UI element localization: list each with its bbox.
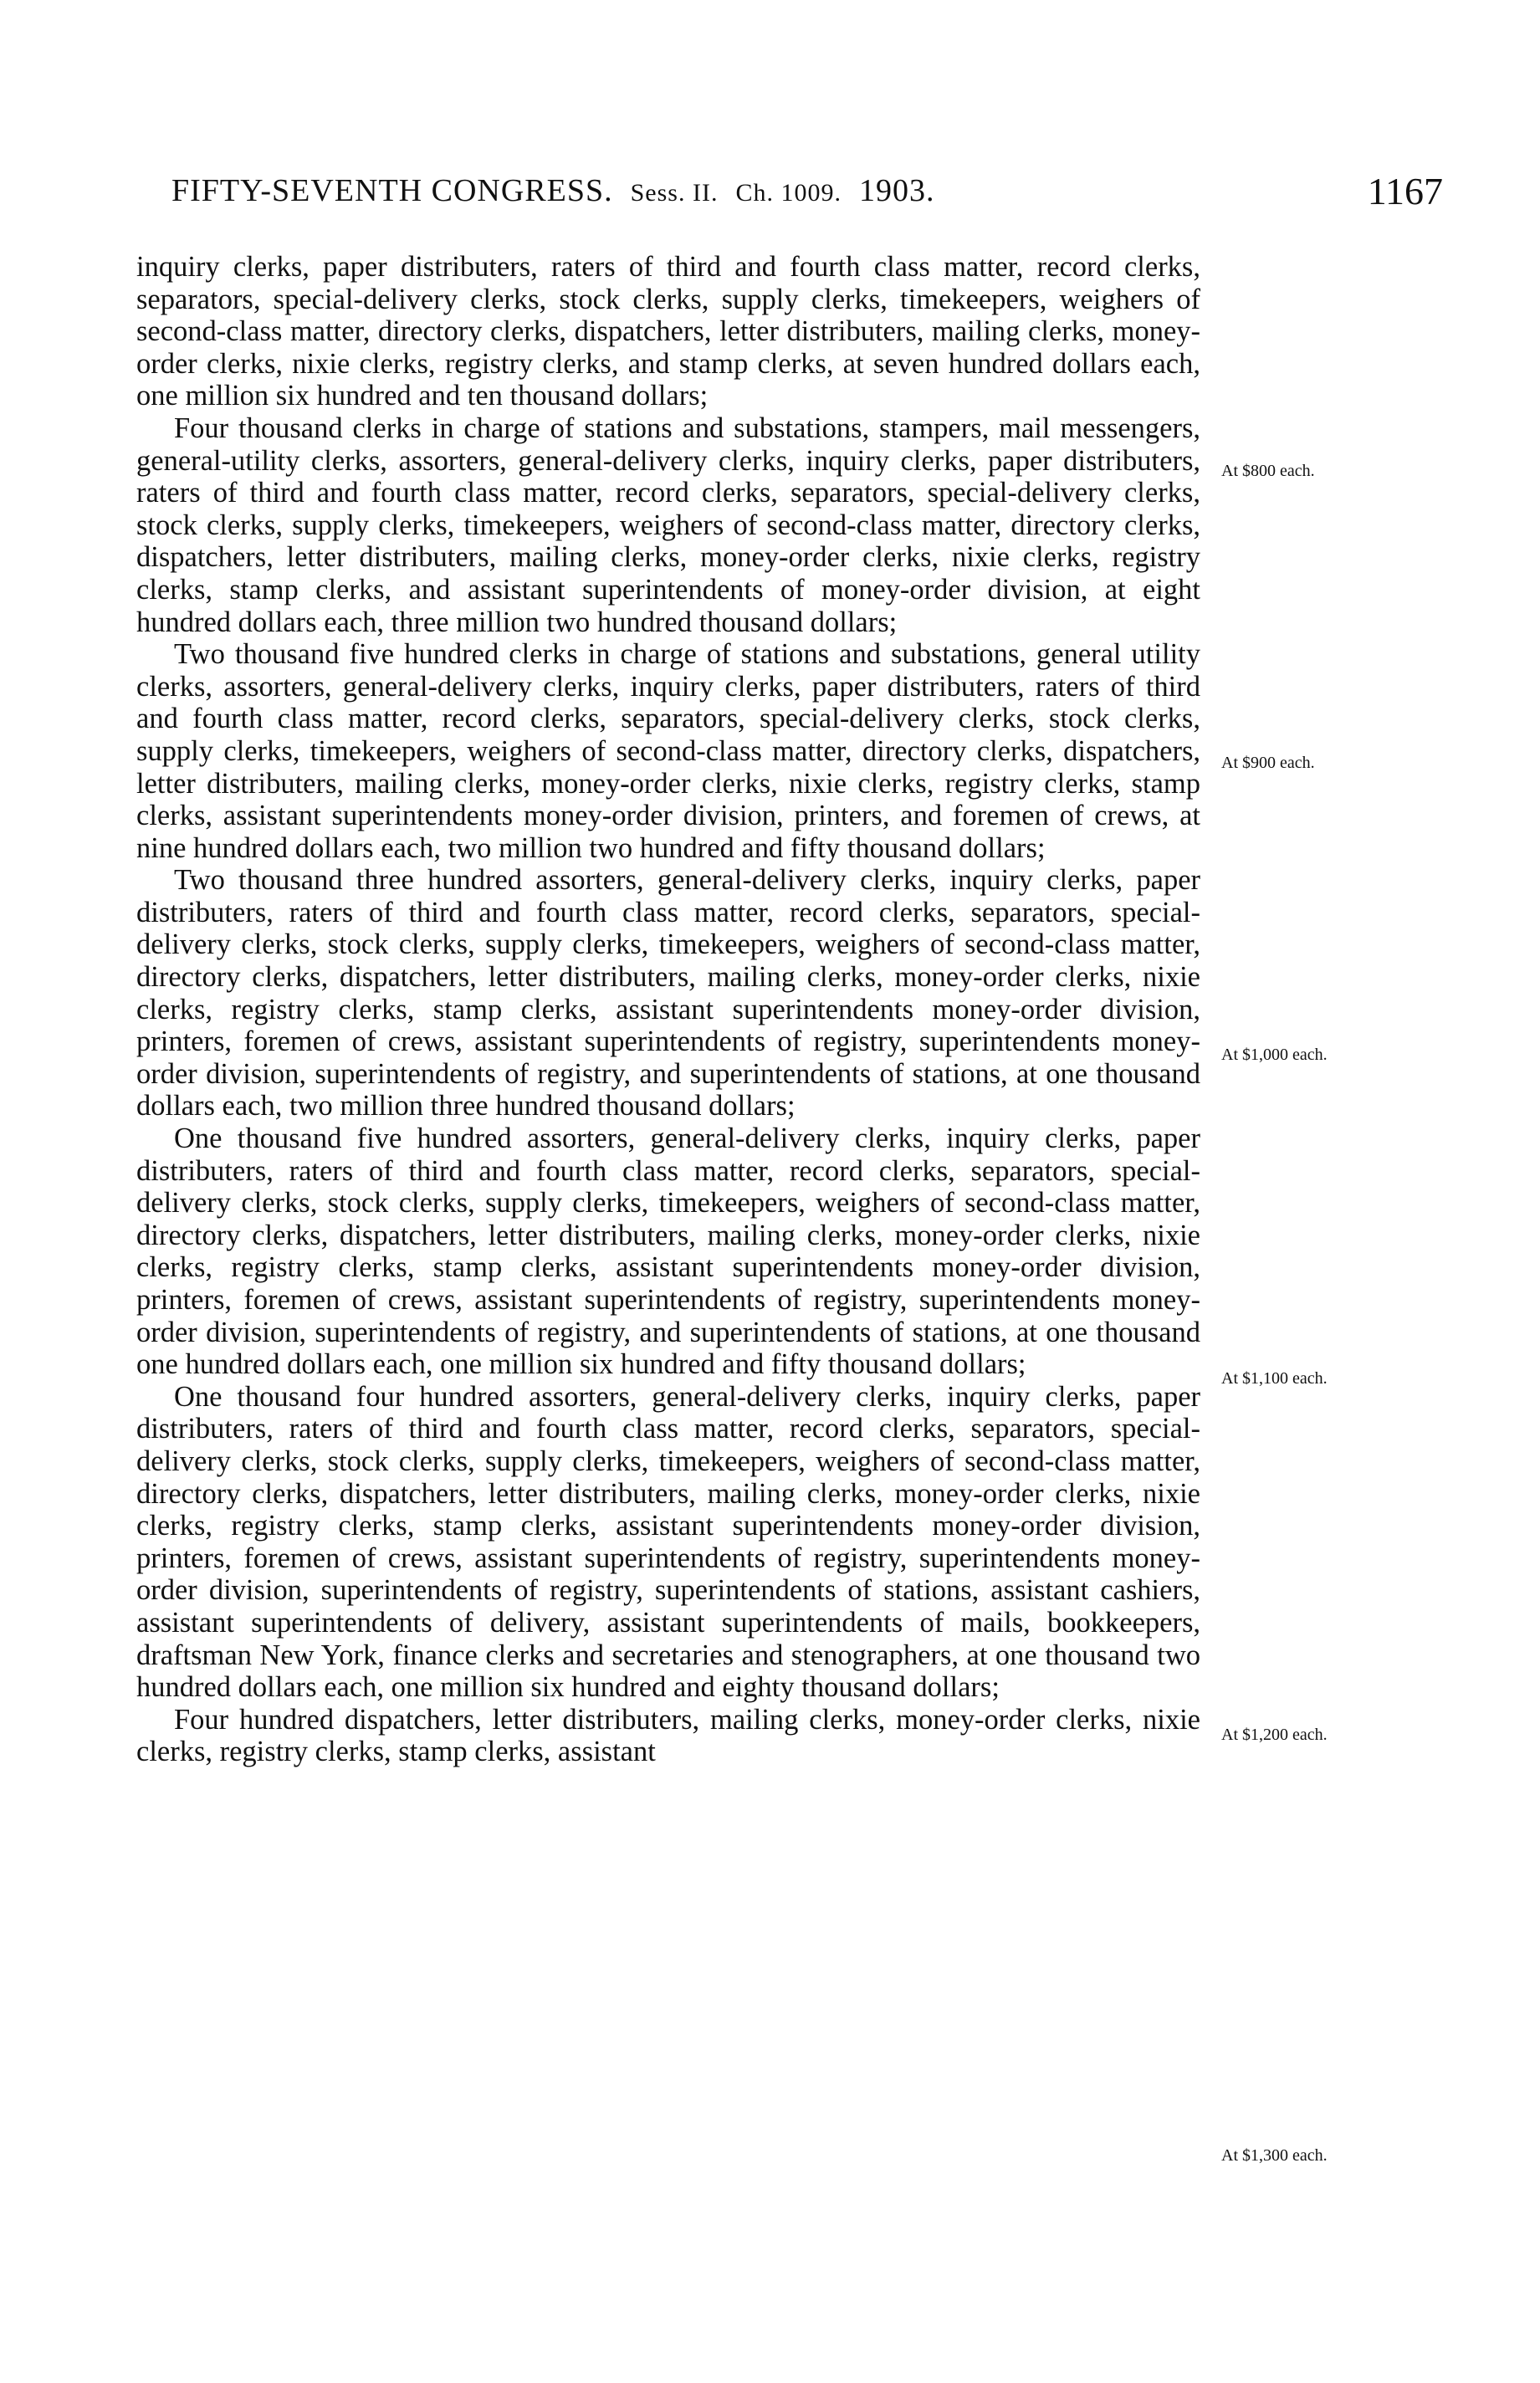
paragraph-900: Two thousand five hundred clerks in charge of stations and substations, general utility clerks, assorters, general-delivery clerks, inquiry clerks, paper distributers, raters of third and fourth class matter, record clerks, separators, special-delivery clerks, stock clerks, supply clerks, timekeepers, weighers of second-class matter, directory clerks, dispatchers, letter distributers, mailing clerks, money-order clerks, nixie clerks, registry clerks, stamp clerks, assistant superintendents money-order division, printers, and foremen of crews, at nine hundred dollars each, two million two hundred and fifty thousand dollars; [136, 638, 1200, 864]
running-head [171, 172, 934, 209]
margin-note-1300: At $1,300 each. [1221, 2146, 1328, 2165]
margin-note-800: At $800 each. [1221, 462, 1315, 480]
paragraph-1300: Four hundred dispatchers, letter distributers, mailing clerks, money-order clerks, nixie clerks, registry clerks, stamp clerks, assistant [136, 1703, 1200, 1768]
paragraph-continuation: inquiry clerks, paper distributers, raters of third and fourth class matter, record clerks, separators, special-delivery clerks, stock clerks, supply clerks, timekeepers, weighers of second-class matter, directory clerks, dispatchers, letter distributers, mailing clerks, money-order clerks, nixie clerks, registry clerks, and stamp clerks, at seven hundred dollars each, one million six hundred and ten thousand dollars; [136, 251, 1200, 412]
margin-note-1000: At $1,000 each. [1221, 1046, 1328, 1064]
paragraph-1200: One thousand four hundred assorters, general-delivery clerks, inquiry clerks, paper distributers, raters of third and fourth class matter, record clerks, separators, special-delivery clerks, stock clerks, supply clerks, timekeepers, weighers of second-class matter, directory clerks, dispatchers, letter distributers, mailing clerks, money-order clerks, nixie clerks, registry clerks, stamp clerks, assistant superintendents money-order division, printers, foremen of crews, assistant superintendents of registry, superintendents money-order division, superintendents of registry, superintendents of stations, assistant cashiers, assistant superintendents of delivery, assistant superintendents of mails, bookkeepers, draftsman New York, finance clerks and secretaries and stenographers, at one thousand two hundred dollars each, one million six hundred and eighty thousand dollars; [136, 1380, 1200, 1704]
running-head-session: Sess. II. [630, 179, 719, 207]
paragraph-800: Four thousand clerks in charge of stations and substations, stampers, mail messengers, general-utility clerks, assorters, general-delivery clerks, inquiry clerks, paper distributers, raters of third and fourth class matter, record clerks, separators, special-delivery clerks, stock clerks, supply clerks, timekeepers, weighers of second-class matter, directory clerks, dispatchers, letter distributers, mailing clerks, money-order clerks, nixie clerks, registry clerks, stamp clerks, and assistant superintendents of money-order division, at eight hundred dollars each, three million two hundred thousand dollars; [136, 412, 1200, 638]
running-head-title: FIFTY-SEVENTH CONGRESS. [171, 173, 613, 208]
paragraph-1100: One thousand five hundred assorters, general-delivery clerks, inquiry clerks, paper distributers, raters of third and fourth class matter, record clerks, separators, special-delivery clerks, stock clerks, supply clerks, timekeepers, weighers of second-class matter, directory clerks, dispatchers, letter distributers, mailing clerks, money-order clerks, nixie clerks, registry clerks, stamp clerks, assistant superintendents money-order division, printers, foremen of crews, assistant superintendents of registry, superintendents money-order division, superintendents of registry, and superintendents of stations, at one thousand one hundred dollars each, one million six hundred and fifty thousand dollars; [136, 1122, 1200, 1381]
page-header [171, 172, 1443, 222]
margin-note-1100: At $1,100 each. [1221, 1369, 1328, 1388]
page-number: 1167 [1367, 170, 1443, 212]
paragraph-1000: Two thousand three hundred assorters, general-delivery clerks, inquiry clerks, paper distributers, raters of third and fourth class matter, record clerks, separators, special-delivery clerks, stock clerks, supply clerks, timekeepers, weighers of second-class matter, directory clerks, dispatchers, letter distributers, mailing clerks, money-order clerks, nixie clerks, registry clerks, stamp clerks, assistant superintendents money-order division, printers, foremen of crews, assistant superintendents of registry, superintendents money-order division, superintendents of registry, and superintendents of stations, at one thousand dollars each, two million three hundred thousand dollars; [136, 864, 1200, 1122]
body-text [136, 251, 1200, 1768]
margin-note-900: At $900 each. [1221, 754, 1315, 772]
margin-note-1200: At $1,200 each. [1221, 1726, 1328, 1744]
running-head-year: 1903. [858, 173, 935, 208]
running-head-chapter: Ch. 1009. [735, 179, 842, 207]
